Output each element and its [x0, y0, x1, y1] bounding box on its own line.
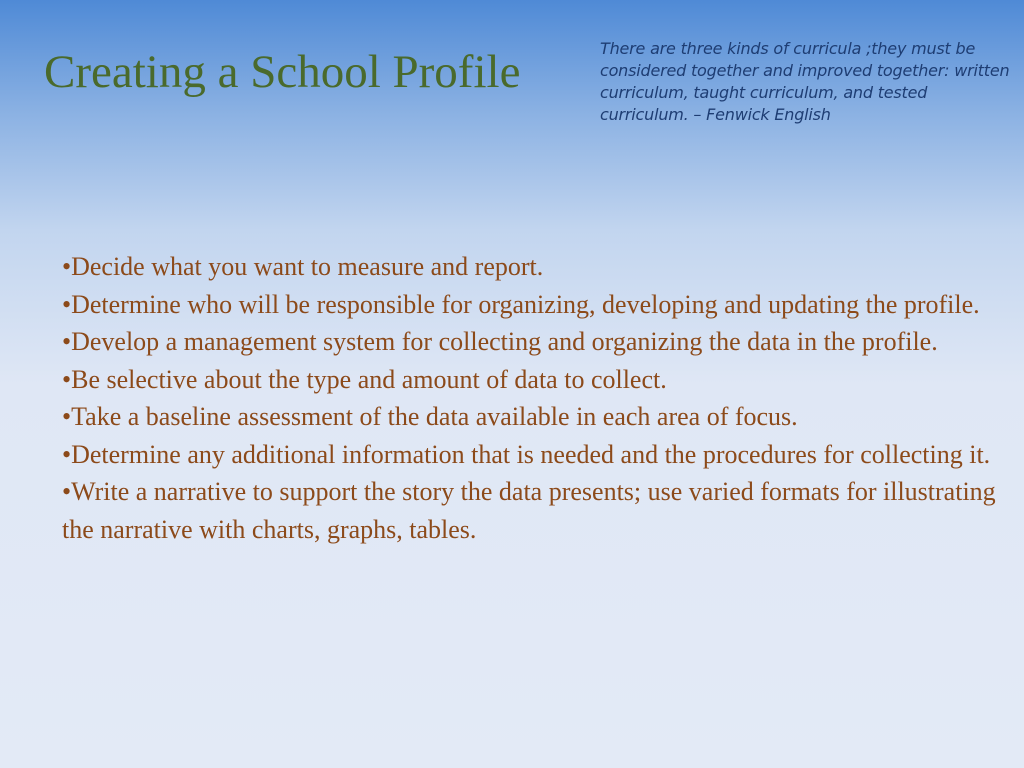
- bullet-item: •Develop a management system for collecting and organizing the data in the profile.: [62, 327, 938, 356]
- bullet-item: •Be selective about the type and amount of data to collect.: [62, 364, 667, 394]
- bullet-item: •Determine any additional information that is needed and the procedures for collecting it.: [62, 439, 991, 469]
- quote-text: There are three kinds of curricula ;they must be considered together and improved together: written curriculum, taught curriculum, and tested curriculum. – Fenwick English: [600, 39, 1010, 124]
- bullet-item: •Write a narrative to support the story the data presents; use varied formats for illustrating the narrative with charts, graphs, tables.: [62, 477, 996, 544]
- bullet-item: •Determine who will be responsible for organizing, developing and updating the profile.: [62, 289, 980, 319]
- bullet-item: •Decide what you want to measure and report.: [62, 252, 544, 281]
- bullet-item: •Take a baseline assessment of the data available in each area of focus.: [62, 402, 798, 431]
- bullet-list: [62, 248, 1012, 548]
- slide-title: Creating a School Profile: [44, 46, 521, 98]
